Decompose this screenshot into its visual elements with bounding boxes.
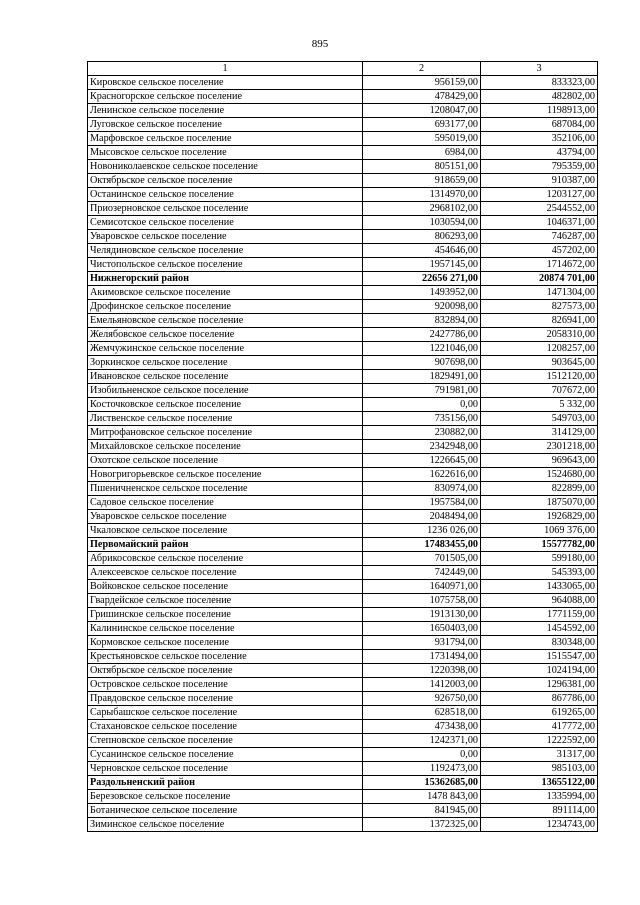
row-value-col3: 1471304,00 <box>481 286 598 300</box>
row-value-col3: 1926829,00 <box>481 510 598 524</box>
row-value-col3: 2301218,00 <box>481 440 598 454</box>
table-row <box>88 496 598 510</box>
row-name-cell: Чкаловское сельское поселение <box>88 524 363 538</box>
row-value-col2: 1478 843,00 <box>363 790 481 804</box>
row-value-col2: 1220398,00 <box>363 664 481 678</box>
table-row <box>88 580 598 594</box>
row-value-col2: 595019,00 <box>363 132 481 146</box>
row-name-cell: Ботаническое сельское поселение <box>88 804 363 818</box>
row-value-col2: 0,00 <box>363 748 481 762</box>
table-row <box>88 258 598 272</box>
row-name-cell: Гришинское сельское поселение <box>88 608 363 622</box>
row-value-col2: 920098,00 <box>363 300 481 314</box>
row-value-col3: 1875070,00 <box>481 496 598 510</box>
table-row <box>88 314 598 328</box>
row-value-col3: 457202,00 <box>481 244 598 258</box>
row-name-cell: Октябрьское сельское поселение <box>88 174 363 188</box>
table-row <box>88 244 598 258</box>
row-name-cell: Кировское сельское поселение <box>88 76 363 90</box>
row-value-col3: 707672,00 <box>481 384 598 398</box>
row-name-cell: Лиственское сельское поселение <box>88 412 363 426</box>
row-name-cell: Алексеевское сельское поселение <box>88 566 363 580</box>
row-value-col2: 1192473,00 <box>363 762 481 776</box>
row-value-col2: 1075758,00 <box>363 594 481 608</box>
table-row <box>88 552 598 566</box>
row-name-cell: Останинское сельское поселение <box>88 188 363 202</box>
row-value-col2: 1640971,00 <box>363 580 481 594</box>
row-value-col3: 964088,00 <box>481 594 598 608</box>
row-value-col2: 1208047,00 <box>363 104 481 118</box>
table-row <box>88 384 598 398</box>
row-name-cell: Изобильненское сельское поселение <box>88 384 363 398</box>
row-value-col2: 1913130,00 <box>363 608 481 622</box>
row-name-cell: Пшеничненское сельское поселение <box>88 482 363 496</box>
row-value-col3: 1771159,00 <box>481 608 598 622</box>
row-name-cell: Островское сельское поселение <box>88 678 363 692</box>
row-value-col2: 0,00 <box>363 398 481 412</box>
row-value-col3: 1024194,00 <box>481 664 598 678</box>
row-name-cell: Березовское сельское поселение <box>88 790 363 804</box>
table-row <box>88 132 598 146</box>
table-row <box>88 118 598 132</box>
page-number: 895 <box>311 38 329 50</box>
budget-table <box>87 61 598 832</box>
row-name-cell: Ивановское сельское поселение <box>88 370 363 384</box>
row-value-col3: 827573,00 <box>481 300 598 314</box>
row-value-col3: 314129,00 <box>481 426 598 440</box>
row-value-col3: 545393,00 <box>481 566 598 580</box>
row-value-col3: 867786,00 <box>481 692 598 706</box>
table-row <box>88 398 598 412</box>
table-row <box>88 454 598 468</box>
row-name-cell: Уваровское сельское поселение <box>88 230 363 244</box>
row-name-cell: Чистопольское сельское поселение <box>88 258 363 272</box>
table-row <box>88 216 598 230</box>
row-value-col3: 1515547,00 <box>481 650 598 664</box>
table-row <box>88 804 598 818</box>
row-value-col2: 693177,00 <box>363 118 481 132</box>
table-row <box>88 706 598 720</box>
row-value-col2: 806293,00 <box>363 230 481 244</box>
row-value-col2: 742449,00 <box>363 566 481 580</box>
row-name-cell: Садовое сельское поселение <box>88 496 363 510</box>
row-value-col2: 454646,00 <box>363 244 481 258</box>
row-value-col3: 15577782,00 <box>481 538 598 552</box>
row-name-cell: Мысовское сельское поселение <box>88 146 363 160</box>
row-value-col2: 907698,00 <box>363 356 481 370</box>
row-name-cell: Войковское сельское поселение <box>88 580 363 594</box>
row-value-col3: 891114,00 <box>481 804 598 818</box>
row-name-cell: Зиминское сельское поселение <box>88 818 363 832</box>
table-row <box>88 510 598 524</box>
row-name-cell: Степновское сельское поселение <box>88 734 363 748</box>
row-name-cell: Жемчужинское сельское поселение <box>88 342 363 356</box>
row-value-col2: 1650403,00 <box>363 622 481 636</box>
row-value-col2: 473438,00 <box>363 720 481 734</box>
row-value-col3: 20874 701,00 <box>481 272 598 286</box>
row-value-col3: 619265,00 <box>481 706 598 720</box>
table-row <box>88 328 598 342</box>
row-name-cell: Акимовское сельское поселение <box>88 286 363 300</box>
row-name-cell: Кормовское сельское поселение <box>88 636 363 650</box>
row-value-col3: 549703,00 <box>481 412 598 426</box>
row-value-col2: 1236 026,00 <box>363 524 481 538</box>
row-value-col2: 1242371,00 <box>363 734 481 748</box>
row-value-col2: 478429,00 <box>363 90 481 104</box>
row-name-cell: Зоркинское сельское поселение <box>88 356 363 370</box>
row-value-col3: 1454592,00 <box>481 622 598 636</box>
row-value-col2: 830974,00 <box>363 482 481 496</box>
row-value-col2: 2968102,00 <box>363 202 481 216</box>
row-name-cell: Охотское сельское поселение <box>88 454 363 468</box>
table-row <box>88 818 598 832</box>
row-value-col2: 1829491,00 <box>363 370 481 384</box>
row-value-col2: 1622616,00 <box>363 468 481 482</box>
row-value-col3: 599180,00 <box>481 552 598 566</box>
row-value-col2: 1957584,00 <box>363 496 481 510</box>
row-value-col2: 1221046,00 <box>363 342 481 356</box>
row-value-col2: 1372325,00 <box>363 818 481 832</box>
row-value-col3: 5 332,00 <box>481 398 598 412</box>
row-value-col2: 15362685,00 <box>363 776 481 790</box>
table-row <box>88 734 598 748</box>
row-value-col2: 2427786,00 <box>363 328 481 342</box>
row-name-cell: Сарыбашское сельское поселение <box>88 706 363 720</box>
table-row <box>88 594 598 608</box>
table-row <box>88 650 598 664</box>
row-value-col2: 230882,00 <box>363 426 481 440</box>
row-value-col3: 417772,00 <box>481 720 598 734</box>
table-row <box>88 160 598 174</box>
row-value-col3: 969643,00 <box>481 454 598 468</box>
row-name-cell: Октябрьское сельское поселение <box>88 664 363 678</box>
row-name-cell: Стахановское сельское поселение <box>88 720 363 734</box>
row-value-col3: 1433065,00 <box>481 580 598 594</box>
row-name-cell: Абрикосовское сельское поселение <box>88 552 363 566</box>
row-value-col2: 805151,00 <box>363 160 481 174</box>
row-name-cell: Первомайский район <box>88 538 363 552</box>
table-row <box>88 762 598 776</box>
table-body <box>88 76 598 832</box>
row-name-cell: Красногорское сельское поселение <box>88 90 363 104</box>
table-row <box>88 566 598 580</box>
table-row <box>88 748 598 762</box>
table-row <box>88 146 598 160</box>
row-value-col3: 352106,00 <box>481 132 598 146</box>
row-value-col2: 6984,00 <box>363 146 481 160</box>
row-value-col2: 1030594,00 <box>363 216 481 230</box>
row-value-col3: 1203127,00 <box>481 188 598 202</box>
row-value-col3: 1069 376,00 <box>481 524 598 538</box>
row-value-col3: 985103,00 <box>481 762 598 776</box>
row-value-col2: 1226645,00 <box>363 454 481 468</box>
row-value-col3: 687084,00 <box>481 118 598 132</box>
row-value-col3: 1335994,00 <box>481 790 598 804</box>
row-value-col2: 17483455,00 <box>363 538 481 552</box>
header-col-3: 3 <box>481 62 598 76</box>
row-value-col3: 822899,00 <box>481 482 598 496</box>
row-value-col2: 931794,00 <box>363 636 481 650</box>
row-value-col3: 1296381,00 <box>481 678 598 692</box>
row-name-cell: Сусанинское сельское поселение <box>88 748 363 762</box>
row-value-col3: 2544552,00 <box>481 202 598 216</box>
table-row <box>88 188 598 202</box>
row-name-cell: Черновское сельское поселение <box>88 762 363 776</box>
row-name-cell: Уваровское сельское поселение <box>88 510 363 524</box>
row-value-col2: 956159,00 <box>363 76 481 90</box>
row-name-cell: Михайловское сельское поселение <box>88 440 363 454</box>
row-value-col3: 830348,00 <box>481 636 598 650</box>
row-value-col3: 482802,00 <box>481 90 598 104</box>
row-value-col3: 1524680,00 <box>481 468 598 482</box>
table-row <box>88 720 598 734</box>
table-row <box>88 76 598 90</box>
row-value-col3: 13655122,00 <box>481 776 598 790</box>
table-row <box>88 300 598 314</box>
row-value-col2: 1493952,00 <box>363 286 481 300</box>
table-row <box>88 468 598 482</box>
table-row <box>88 426 598 440</box>
row-value-col2: 735156,00 <box>363 412 481 426</box>
row-name-cell: Новониколаевское сельское поселение <box>88 160 363 174</box>
row-name-cell: Желябовское сельское поселение <box>88 328 363 342</box>
row-value-col3: 43794,00 <box>481 146 598 160</box>
row-name-cell: Луговское сельское поселение <box>88 118 363 132</box>
row-value-col2: 841945,00 <box>363 804 481 818</box>
table-row <box>88 370 598 384</box>
row-value-col3: 1208257,00 <box>481 342 598 356</box>
row-value-col3: 2058310,00 <box>481 328 598 342</box>
row-value-col3: 1046371,00 <box>481 216 598 230</box>
row-value-col2: 1412003,00 <box>363 678 481 692</box>
row-name-cell: Митрофановское сельское поселение <box>88 426 363 440</box>
row-name-cell: Раздольненский район <box>88 776 363 790</box>
table-row <box>88 622 598 636</box>
table-row <box>88 342 598 356</box>
row-value-col3: 31317,00 <box>481 748 598 762</box>
row-name-cell: Семисотское сельское поселение <box>88 216 363 230</box>
row-name-cell: Емельяновское сельское поселение <box>88 314 363 328</box>
district-total-row <box>88 776 598 790</box>
table-row <box>88 230 598 244</box>
row-value-col3: 1714672,00 <box>481 258 598 272</box>
row-value-col2: 22656 271,00 <box>363 272 481 286</box>
row-name-cell: Приозерновское сельское поселение <box>88 202 363 216</box>
header-col-1: 1 <box>88 62 363 76</box>
row-name-cell: Косточковское сельское поселение <box>88 398 363 412</box>
row-name-cell: Марфовское сельское поселение <box>88 132 363 146</box>
row-name-cell: Нижнегорский район <box>88 272 363 286</box>
row-value-col2: 628518,00 <box>363 706 481 720</box>
row-value-col2: 1731494,00 <box>363 650 481 664</box>
row-name-cell: Калининское сельское поселение <box>88 622 363 636</box>
district-total-row <box>88 538 598 552</box>
row-name-cell: Дрофинское сельское поселение <box>88 300 363 314</box>
table-row <box>88 174 598 188</box>
row-value-col2: 2342948,00 <box>363 440 481 454</box>
table-row <box>88 104 598 118</box>
row-value-col3: 1512120,00 <box>481 370 598 384</box>
row-name-cell: Правдовское сельское поселение <box>88 692 363 706</box>
table-row <box>88 90 598 104</box>
row-name-cell: Гвардейское сельское поселение <box>88 594 363 608</box>
table-row <box>88 608 598 622</box>
row-value-col3: 746287,00 <box>481 230 598 244</box>
row-value-col3: 1222592,00 <box>481 734 598 748</box>
table-row <box>88 412 598 426</box>
table-header-row <box>88 62 598 76</box>
row-value-col3: 826941,00 <box>481 314 598 328</box>
row-name-cell: Челядиновское сельское поселение <box>88 244 363 258</box>
district-total-row <box>88 272 598 286</box>
row-value-col3: 1234743,00 <box>481 818 598 832</box>
row-value-col3: 910387,00 <box>481 174 598 188</box>
table-row <box>88 664 598 678</box>
table-row <box>88 524 598 538</box>
row-value-col2: 1957145,00 <box>363 258 481 272</box>
row-name-cell: Новогригорьевское сельское поселение <box>88 468 363 482</box>
table-row <box>88 692 598 706</box>
header-col-2: 2 <box>363 62 481 76</box>
row-value-col2: 926750,00 <box>363 692 481 706</box>
row-value-col2: 791981,00 <box>363 384 481 398</box>
table-row <box>88 636 598 650</box>
row-value-col3: 833323,00 <box>481 76 598 90</box>
table-row <box>88 440 598 454</box>
row-value-col2: 2048494,00 <box>363 510 481 524</box>
row-value-col3: 1198913,00 <box>481 104 598 118</box>
row-value-col2: 1314970,00 <box>363 188 481 202</box>
table-row <box>88 356 598 370</box>
table-row <box>88 790 598 804</box>
table-row <box>88 678 598 692</box>
row-value-col2: 918659,00 <box>363 174 481 188</box>
row-value-col2: 832894,00 <box>363 314 481 328</box>
table-row <box>88 482 598 496</box>
row-value-col2: 701505,00 <box>363 552 481 566</box>
row-value-col3: 795359,00 <box>481 160 598 174</box>
row-name-cell: Ленинское сельское поселение <box>88 104 363 118</box>
row-name-cell: Крестьяновское сельское поселение <box>88 650 363 664</box>
table-row <box>88 202 598 216</box>
row-value-col3: 903645,00 <box>481 356 598 370</box>
table-row <box>88 286 598 300</box>
